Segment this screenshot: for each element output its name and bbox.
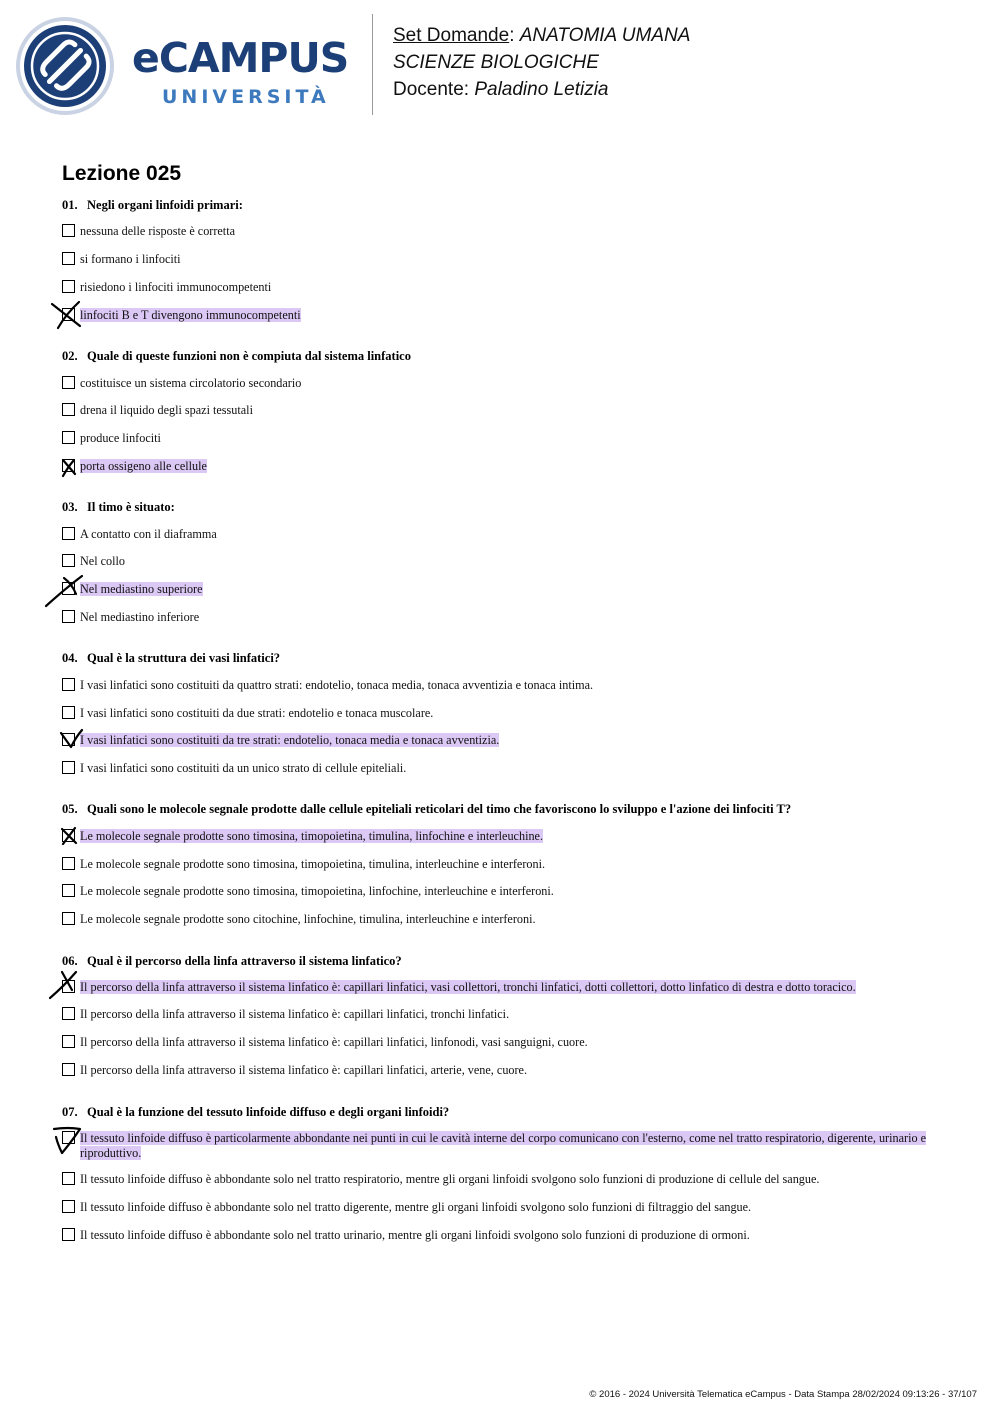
answer-option[interactable]: Nel mediastino inferiore — [62, 610, 942, 625]
checkbox[interactable] — [62, 610, 75, 623]
answer-option[interactable]: Le molecole segnale prodotte sono citochine, linfochine, timulina, interleuchine e interferoni. — [62, 912, 942, 927]
course-line — [393, 49, 690, 76]
ecampus-logo-emblem-icon — [15, 16, 115, 116]
checkbox[interactable] — [62, 678, 75, 691]
answer-option[interactable]: I vasi linfatici sono costituiti da due strati: endotelio e tonaca muscolare. — [62, 706, 942, 721]
set-label: Set Domande — [393, 25, 510, 46]
checkbox-checked[interactable] — [62, 1131, 75, 1144]
answer-option-selected[interactable] — [62, 980, 942, 995]
answer-option[interactable]: Il percorso della linfa attraverso il sistema linfatico è: capillari linfatici, tronchi linfatici. — [62, 1007, 942, 1022]
checkbox[interactable] — [62, 1228, 75, 1241]
checkbox-checked[interactable] — [62, 582, 75, 595]
checkbox[interactable] — [62, 857, 75, 870]
checkbox[interactable] — [62, 1172, 75, 1185]
checkbox[interactable] — [62, 884, 75, 897]
checkbox[interactable] — [62, 1035, 75, 1048]
question-title: 04. Qual è la struttura dei vasi linfatici? — [62, 651, 281, 665]
checkbox[interactable] — [62, 252, 75, 265]
answer-option[interactable]: produce linfociti — [62, 431, 942, 446]
checkbox[interactable] — [62, 761, 75, 774]
set-value: ANATOMIA UMANA — [519, 25, 691, 46]
answer-option[interactable]: Nel collo — [62, 554, 942, 569]
answer-option[interactable]: Il tessuto linfoide diffuso è abbondante solo nel tratto digerente, mentre gli organi linfoidi svolgono solo funzioni di filtraggio del sangue. — [62, 1200, 942, 1215]
answer-highlight: I vasi linfatici sono costituiti da tre strati: endotelio, tonaca media e tonaca avventizia. — [80, 733, 500, 747]
question-title: 06. Qual è il percorso della linfa attraverso il sistema linfatico? — [62, 954, 402, 968]
answer-option-selected[interactable] — [62, 733, 942, 748]
answer-option[interactable]: Il tessuto linfoide diffuso è abbondante solo nel tratto urinario, mentre gli organi linfoidi svolgono solo funzioni di produzione di ormoni. — [62, 1228, 942, 1243]
docente-line — [393, 76, 690, 103]
checkbox[interactable] — [62, 280, 75, 293]
course-name: SCIENZE BIOLOGICHE — [393, 52, 599, 73]
header-divider — [372, 14, 373, 115]
checkbox[interactable] — [62, 912, 75, 925]
answer-option[interactable]: I vasi linfatici sono costituiti da quattro strati: endotelio, tonaca media, tonaca avventizia e tonaca intima. — [62, 678, 942, 693]
answer-option[interactable]: Le molecole segnale prodotte sono timosina, timopoietina, timulina, interleuchine e interferoni. — [62, 857, 942, 872]
answer-option-selected[interactable] — [62, 829, 942, 844]
checkbox-checked[interactable] — [62, 459, 75, 472]
set-line: Set Domande: ANATOMIA UMANA — [393, 25, 691, 46]
answer-option[interactable]: A contatto con il diaframma — [62, 527, 942, 542]
answer-option[interactable]: si formano i linfociti — [62, 252, 942, 267]
question-title: 05. Quali sono le molecole segnale prodotte dalle cellule epiteliali reticolari del timo che favoriscono lo sviluppo e l'azione dei linfociti T? — [62, 802, 792, 816]
checkbox[interactable] — [62, 706, 75, 719]
header-info — [393, 22, 690, 103]
answer-option[interactable]: drena il liquido degli spazi tessutali — [62, 403, 942, 418]
answer-highlight: linfociti B e T divengono immunocompetenti — [80, 308, 301, 322]
docente-name: Paladino Letizia — [474, 79, 609, 100]
document-header — [0, 0, 1000, 125]
answer-option[interactable]: Le molecole segnale prodotte sono timosina, timopoietina, linfochine, interleuchine e interferoni. — [62, 884, 942, 899]
question-title: 02. Quale di queste funzioni non è compiuta dal sistema linfatico — [62, 349, 411, 363]
answer-option[interactable]: Il tessuto linfoide diffuso è abbondante solo nel tratto respiratorio, mentre gli organi linfoidi svolgono solo funzioni di produzione di cellule del sangue. — [62, 1172, 942, 1187]
answer-highlight: Le molecole segnale prodotte sono timosina, timopoietina, timulina, linfochine e interleuchine. — [80, 829, 544, 843]
answer-option-selected[interactable] — [62, 582, 942, 597]
answer-highlight: Il tessuto linfoide diffuso è particolarmente abbondante nei punti in cui le cavità interne del corpo comunicano con l'esterno, come nel tratto respiratorio, digerente, urinario e riproduttivo. — [80, 1131, 927, 1160]
ecampus-logo-wordmark: eCAMPUS — [132, 34, 349, 82]
checkbox-checked[interactable] — [62, 829, 75, 842]
answer-option-selected[interactable] — [62, 1131, 942, 1161]
checkbox[interactable] — [62, 527, 75, 540]
answer-option[interactable]: Il percorso della linfa attraverso il sistema linfatico è: capillari linfatici, linfonodi, vasi sanguigni, cuore. — [62, 1035, 942, 1050]
answer-highlight: Nel mediastino superiore — [80, 582, 203, 596]
checkbox[interactable] — [62, 403, 75, 416]
checkbox-checked[interactable] — [62, 308, 75, 321]
answer-option[interactable]: Il percorso della linfa attraverso il sistema linfatico è: capillari linfatici, arterie, vene, cuore. — [62, 1063, 942, 1078]
checkbox[interactable] — [62, 1063, 75, 1076]
answer-highlight: Il percorso della linfa attraverso il sistema linfatico è: capillari linfatici, vasi collettori, tronchi linfatici, dotti collettori, dotto linfatico di destra e dotto toracico. — [80, 980, 856, 994]
lesson-title: Lezione 025 — [62, 162, 182, 185]
checkbox[interactable] — [62, 376, 75, 389]
ecampus-logo-subtitle: UNIVERSITÀ — [162, 86, 330, 108]
question-title: 01. Negli organi linfoidi primari: — [62, 198, 243, 212]
checkbox[interactable] — [62, 224, 75, 237]
checkbox[interactable] — [62, 431, 75, 444]
answer-option[interactable]: costituisce un sistema circolatorio secondario — [62, 376, 942, 391]
checkbox[interactable] — [62, 554, 75, 567]
answer-option-selected[interactable] — [62, 308, 942, 323]
answer-option-selected[interactable] — [62, 459, 942, 474]
docente-label: Docente: — [393, 79, 470, 100]
checkbox[interactable] — [62, 1007, 75, 1020]
checkbox-checked[interactable] — [62, 980, 75, 993]
answer-option[interactable]: nessuna delle risposte è corretta — [62, 224, 942, 239]
answer-highlight: porta ossigeno alle cellule — [80, 459, 207, 473]
answer-option[interactable]: risiedono i linfociti immunocompetenti — [62, 280, 942, 295]
checkbox[interactable] — [62, 1200, 75, 1213]
page-footer: © 2016 - 2024 Università Telematica eCampus - Data Stampa 28/02/2024 09:13:26 - 37/107 — [589, 1389, 977, 1400]
checkbox-checked[interactable] — [62, 733, 75, 746]
answer-option[interactable]: I vasi linfatici sono costituiti da un unico strato di cellule epiteliali. — [62, 761, 942, 776]
question-title: 07. Qual è la funzione del tessuto linfoide diffuso e degli organi linfoidi? — [62, 1105, 450, 1119]
question-title: 03. Il timo è situato: — [62, 500, 175, 514]
